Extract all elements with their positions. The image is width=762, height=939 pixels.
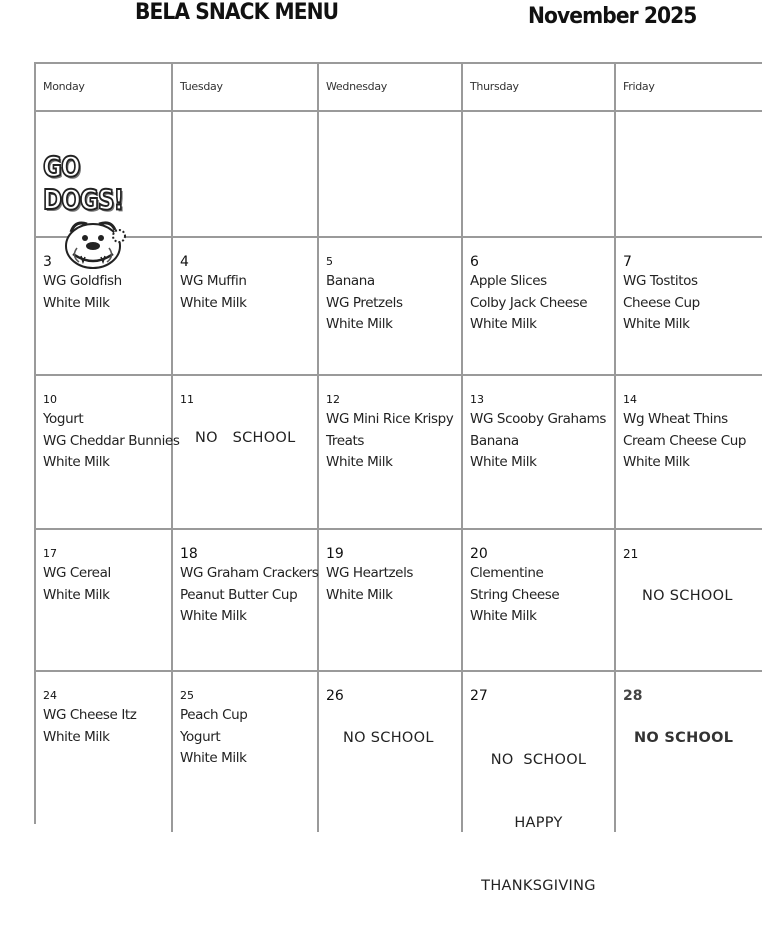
no-school-note: NO SCHOOL (642, 588, 733, 604)
week-row-1 (36, 238, 762, 376)
day-cell-5: 5 Banana WG Pretzels White Milk (319, 238, 463, 374)
menu-title: BELA SNACK MENU (135, 0, 339, 25)
thanksgiving-note: NO SCHOOL HAPPY THANKSGIVING (481, 752, 596, 894)
day-cell-13: 13 WG Scooby Grahams Banana White Milk (463, 376, 616, 528)
day-cell-14: 14 Wg Wheat Thins Cream Cheese Cup White Milk (616, 376, 762, 528)
day-cell-4: 4 WG Muffin White Milk (173, 238, 319, 374)
day-cell-19: 19 WG Heartzels White Milk (319, 530, 463, 670)
go-dogs-logo-text: GO DOGS! (43, 150, 124, 216)
day-cell-28: 28 NO SCHOOL (616, 672, 762, 832)
empty-cell (616, 112, 762, 236)
no-school-note: NO SCHOOL (634, 730, 734, 746)
day-cell-24: 24 WG Cheese Itz White Milk (36, 672, 173, 832)
day-header-row (36, 64, 762, 112)
empty-cell (319, 112, 463, 236)
day-cell-17: 17 WG Cereal White Milk (36, 530, 173, 670)
day-cell-7: 7 WG Tostitos Cheese Cup White Milk (616, 238, 762, 374)
day-cell-3: 3 WG Goldfish White Milk (36, 238, 173, 374)
menu-month: November 2025 (528, 4, 697, 29)
logo-row (36, 112, 762, 238)
day-cell-12: 12 WG Mini Rice Krispy Treats White Milk (319, 376, 463, 528)
logo-cell (36, 112, 173, 236)
day-header-tuesday: Tuesday (173, 64, 319, 110)
day-header-friday: Friday (616, 64, 762, 110)
day-cell-25: 25 Peach Cup Yogurt White Milk (173, 672, 319, 832)
day-cell-10: 10 Yogurt WG Cheddar Bunnies White Milk (36, 376, 173, 528)
day-cell-11: 11 NO SCHOOL (173, 376, 319, 528)
empty-cell (173, 112, 319, 236)
day-header-wednesday: Wednesday (319, 64, 463, 110)
empty-cell (463, 112, 616, 236)
day-header-thursday: Thursday (463, 64, 616, 110)
week-row-3 (36, 530, 762, 672)
day-cell-26: 26 NO SCHOOL (319, 672, 463, 832)
day-cell-18: 18 WG Graham Crackers Peanut Butter Cup White Milk (173, 530, 319, 670)
day-cell-21: 21 NO SCHOOL (616, 530, 762, 670)
no-school-note: NO SCHOOL (343, 730, 434, 746)
week-row-4 (36, 672, 762, 894)
day-cell-27: 27 NO SCHOOL HAPPY THANKSGIVING (463, 672, 616, 832)
day-cell-6: 6 Apple Slices Colby Jack Cheese White Milk (463, 238, 616, 374)
day-cell-20: 20 Clementine String Cheese White Milk (463, 530, 616, 670)
day-header-monday: Monday (36, 64, 173, 110)
no-school-note: NO SCHOOL (195, 430, 296, 446)
week-row-2 (36, 376, 762, 530)
calendar-grid (34, 62, 762, 894)
